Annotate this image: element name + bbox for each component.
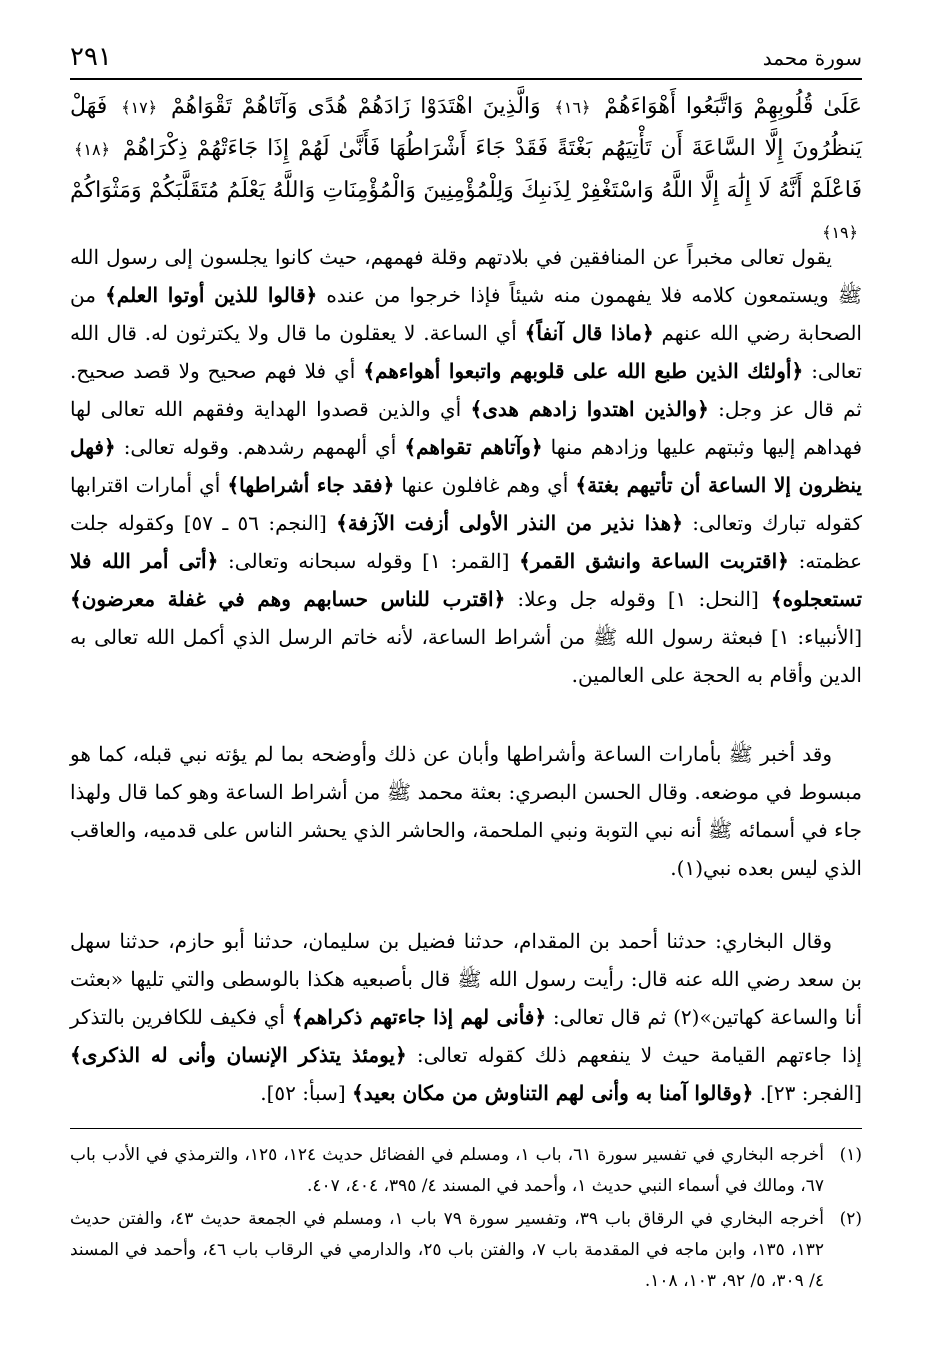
quran-line: فَهَلْ يَنظُرُونَ إِلَّا السَّاعَةَ أَن تَأْتِيَهُم بَغْتَةً فَقَدْ جَاءَ أَشْرَاطُهَا فَأَنَّىٰ لَهُمْ إِذَا جَاءَتْهُمْ ذِكْرَاهُمْ [70,94,862,161]
ayah-number: ﴿١٧﴾ [121,98,158,117]
footnotes [70,1140,862,1299]
body-text: أي أمارات اقترابها كقوله تبارك وتعالى: [70,473,862,535]
quote: ﴿هذا نذير من النذر الأولى أزفت الآزفة﴾ [336,511,683,535]
body-text: [القمر: ١] وقوله سبحانه وتعالى: [218,549,520,573]
body-text: أي الساعة. لا يعقلون ما قال ولا يكترثون له. قال الله تعالى: [70,321,863,383]
quran-line: وَالَّذِينَ اهْتَدَوْا زَادَهُمْ هُدًى وَآتَاهُمْ تَقْوَاهُمْ [170,94,541,119]
quote: ﴿وقالوا آمنا به وأنى لهم التناوش من مكان بعيد﴾ [352,1081,754,1105]
quote: ﴿والذين اهتدوا زادهم هدى﴾ [470,397,709,421]
footnote-number: (١) [839,1145,862,1165]
quote: ﴿قالوا للذين أوتوا العلم﴾ [105,283,318,307]
footnote [70,1140,862,1202]
page-header [70,38,862,80]
quote: ﴿يومئذ يتذكر الإنسان وأنى له الذكرى﴾ [70,1043,407,1067]
page-number: ٢٩١ [70,42,112,72]
body-text: [الفجر: ٢٣]. [753,1081,862,1105]
quote: ﴿فهل ينظرون إلا الساعة أن تأتيهم بغتة﴾ [70,435,862,497]
body-text: أي فلا فهم صحيح ولا قصد صحيح. ثم قال عز وجل: [70,359,863,421]
body-text: [النحل: ١] وقوله جل وعلا: [505,587,771,611]
footnote-divider [70,1128,862,1129]
footnote-text: أخرجه البخاري في تفسير سورة ٦١، باب ١، ومسلم في الفضائل حديث ١٢٤، ١٢٥، والترمذي في الأدب باب ٦٧، ومالك في أسماء النبي حديث ١، وأحمد في المسند ٤/ ٣٩٥، ٤٠٤، ٤٠٧. [70,1145,824,1196]
ayah-number: ﴿١٨﴾ [74,140,110,159]
quote: ﴿فقد جاء أشراطها﴾ [227,473,395,497]
quran-text [70,86,862,253]
body-text: أي وهم غافلون عنها [394,473,576,497]
paragraph: وقد أخبر ﷺ بأمارات الساعة وأشراطها وأبان عن ذلك وأوضحه بما لم يؤته نبي قبله، كما هو مبسوط في موضعه. وقال الحسن البصري: بعثة محمد ﷺ من أشراط الساعة وهو كما قال ولهذا جاء في أسمائه ﷺ أنه نبي التوبة ونبي الملحمة، والحاشر الذي يحشر الناس على قدميه، والعاقب الذي ليس بعده نبي(١). [70,742,863,880]
paragraph [70,238,862,694]
body-text: أي فكيف للكافرين بالتذكر إذا جاءتهم القيامة حيث لا ينفعهم ذلك كقوله تعالى: [70,1005,862,1067]
footnote [70,1204,862,1297]
body-text: وقال البخاري: حدثنا أحمد بن المقدام، حدثنا فضيل بن سليمان، حدثنا أبو حازم، حدثنا سهل بن سعد رضي الله عنه قال: رأيت رسول الله ﷺ قال بأصبعيه هكذا بالوسطى والتي تليها «بعثت أنا والساعة كهاتين»(٢) ثم قال تعالى: [70,929,863,1029]
body-text: من الصحابة رضي الله عنهم [70,283,862,345]
tafsir-paragraph-1 [70,238,862,694]
quote: ﴿أتى أمر الله فلا تستعجلوه﴾ [70,549,863,611]
quran-line: عَلَىٰ قُلُوبِهِمْ وَاتَّبَعُوا أَهْوَاءَهُمْ [604,94,863,119]
quran-verses [70,86,862,253]
body-text: يقول تعالى مخبراً عن المنافقين في بلادتهم وقلة فهمهم، حيث كانوا يجلسون إلى رسول الله ﷺ ويستمعون كلامه فلا يفهمون منه شيئاً فإذا خرجوا من عنده [70,245,862,307]
ayah-number: ﴿١٩﴾ [822,223,858,242]
quote: ﴿اقترب للناس حسابهم وهم في غفلة معرضون﴾ [70,587,506,611]
paragraph [70,922,862,1112]
body-text: [الأنبياء: ١] فبعثة رسول الله ﷺ من أشراط الساعة، لأنه خاتم الرسل الذي أكمل الله تعالى به الدين وأقام به الحجة على العالمين. [70,625,862,687]
surah-title: سورة محمد [762,46,862,70]
body-text: [النجم: ٥٦ ـ ٥٧] وكقوله جلت عظمته: [70,511,863,573]
quote: ﴿وآتاهم تقواهم﴾ [404,435,543,459]
quote: ﴿أولئك الذين طبع الله على قلوبهم واتبعوا أهواءهم﴾ [363,359,804,383]
quote: ﴿اقتربت الساعة وانشق القمر﴾ [519,549,789,573]
body-text: أي والذين قصدوا الهداية وفقهم الله تعالى لها فهداهم إليها وثبتهم عليها وزادهم منها [70,397,863,459]
ayah-number: ﴿١٦﴾ [554,98,591,117]
body-text: [سبأ: ٥٢]. [260,1081,353,1105]
footnote-number: (٢) [839,1209,862,1229]
quran-line: فَاعْلَمْ أَنَّهُ لَا إِلَٰهَ إِلَّا اللَّهُ وَاسْتَغْفِرْ لِذَنبِكَ وَلِلْمُؤْمِنِينَ وَالْمُؤْمِنَاتِ وَاللَّهُ يَعْلَمُ مُتَقَلَّبَكُمْ وَمَثْوَاكُمْ [70,178,862,203]
tafsir-paragraph-3 [70,922,862,1112]
quote: ﴿ماذا قال آنفاً﴾ [524,321,654,345]
body-text: أي ألهمهم رشدهم. وقوله تعالى: [115,435,405,459]
footnote-text: أخرجه البخاري في الرقاق باب ٣٩، وتفسير سورة ٧٩ باب ١، ومسلم في الجمعة حديث ٤٣، والفتن حديث ١٣٢، ١٣٥، وابن ماجه في المقدمة باب ٧، والفتن باب ٢٥، والدارمي في الرقاب باب ٤٦، وأحمد في المسند ٤/ ٣٠٩، ٥/ ٩٢، ١٠٣، ١٠٨. [70,1209,825,1291]
tafsir-paragraph-2 [70,735,862,887]
quote: ﴿فأنى لهم إذا جاءتهم ذكراهم﴾ [291,1005,547,1029]
